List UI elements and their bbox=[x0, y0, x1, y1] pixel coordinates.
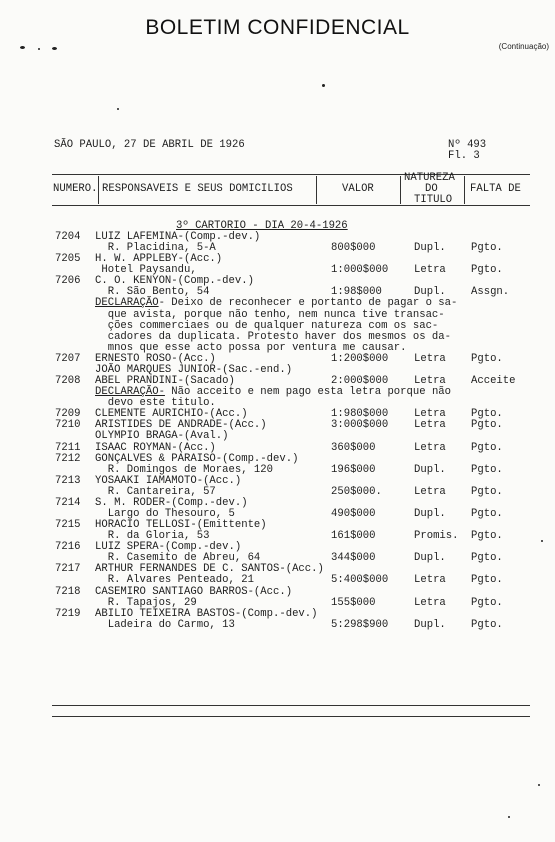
entry-value: 250$000. bbox=[331, 486, 382, 498]
col-header-falta: FALTA DE bbox=[470, 183, 521, 195]
entry-text: CLEMENTE AURICHIO-(Acc.) bbox=[95, 408, 248, 420]
entry-text: R. Casemito de Abreu, 64 bbox=[95, 552, 261, 564]
entry-nature: Dupl. bbox=[414, 552, 446, 564]
continuation-note: (Continuação) bbox=[498, 42, 549, 51]
entry-text: ARISTIDES DE ANDRADE-(Acc.) bbox=[95, 419, 267, 431]
entry-text: mnos que esse acto possa por ventura me causar. bbox=[95, 342, 407, 354]
entry-number: 7210 bbox=[55, 419, 81, 431]
entry-text: cadores da duplicata. Protesto haver dos mesmos os da- bbox=[95, 331, 452, 343]
entry-nature: Dupl. bbox=[414, 242, 446, 254]
scan-speck bbox=[117, 108, 119, 110]
entry-value: 360$000 bbox=[331, 442, 376, 454]
entry-text: Ladeira do Carmo, 13 bbox=[95, 619, 235, 631]
header-bottom-rule bbox=[52, 205, 530, 206]
place-date: SÃO PAULO, 27 DE ABRIL DE 1926 bbox=[54, 139, 245, 151]
entry-nature: Letra bbox=[414, 419, 446, 431]
entry-value: 490$000 bbox=[331, 508, 376, 520]
entry-text: LUIZ SPERA-(Comp.-dev.) bbox=[95, 541, 242, 553]
sheet-number: Fl. 3 bbox=[448, 150, 480, 162]
declaracao-label: DECLARAÇÃO bbox=[95, 297, 159, 309]
entry-falta: Pgto. bbox=[471, 242, 503, 254]
entry-falta: Pgto. bbox=[471, 264, 503, 276]
entry-nature: Letra bbox=[414, 353, 446, 365]
entry-number: 7206 bbox=[55, 275, 81, 287]
scan-speck bbox=[508, 816, 510, 818]
scan-speck bbox=[538, 784, 540, 786]
entry-text: R. da Gloria, 53 bbox=[95, 530, 210, 542]
entry-falta: Pgto. bbox=[471, 552, 503, 564]
entry-text: ABEL PRANDINI-(Sacado) bbox=[95, 375, 235, 387]
entry-number: 7213 bbox=[55, 475, 81, 487]
entry-nature: Letra bbox=[414, 264, 446, 276]
entry-text: ERNESTO ROSO-(Acc.) bbox=[95, 353, 216, 365]
scan-speck bbox=[52, 47, 57, 50]
entry-number: 7219 bbox=[55, 608, 81, 620]
entry-value: 1:98$000 bbox=[331, 286, 382, 298]
entry-falta: Pgto. bbox=[471, 530, 503, 542]
col-header-natureza-titulo: TITULO bbox=[414, 194, 453, 206]
entry-text: Largo do Thesouro, 5 bbox=[95, 508, 235, 520]
declaracao-label: DECLARAÇÃO- bbox=[95, 386, 165, 398]
document-number: Nº 493 bbox=[448, 139, 487, 151]
entry-number: 7217 bbox=[55, 563, 81, 575]
entry-text: H. W. APPLEBY-(Acc.) bbox=[95, 253, 223, 265]
entry-number: 7209 bbox=[55, 408, 81, 420]
header-divider bbox=[98, 176, 99, 204]
entry-text: HORACIO TELLOSI-(Emittente) bbox=[95, 519, 267, 531]
entry-falta: Pgto. bbox=[471, 486, 503, 498]
entry-falta: Pgto. bbox=[471, 574, 503, 586]
entry-value: 2:000$000 bbox=[331, 375, 389, 387]
scan-speck bbox=[541, 540, 543, 542]
scan-speck bbox=[322, 84, 325, 87]
section-heading: 3º CARTORIO - DIA 20-4-1926 bbox=[176, 220, 348, 232]
entry-value: 3:000$000 bbox=[331, 419, 389, 431]
entry-falta: Pgto. bbox=[471, 597, 503, 609]
entry-number: 7207 bbox=[55, 353, 81, 365]
entry-text: DECLARAÇÃO- Não acceito e nem pago esta letra porque não bbox=[95, 386, 452, 398]
entry-text: LUIZ LAFEMINA-(Comp.-dev.) bbox=[95, 231, 261, 243]
entry-text: R. Alvares Penteado, 21 bbox=[95, 574, 254, 586]
col-header-numero: NUMERO. bbox=[53, 183, 98, 195]
entry-text: DECLARAÇÃO- Deixo de reconhecer e portanto de pagar o sa- bbox=[95, 297, 458, 309]
entry-text: CASEMIRO SANTIAGO BARROS-(Acc.) bbox=[95, 586, 293, 598]
entry-value: 344$000 bbox=[331, 552, 376, 564]
header-divider bbox=[400, 176, 401, 204]
page-header-title: BOLETIM CONFIDENCIAL bbox=[145, 16, 410, 39]
entry-falta: Acceite bbox=[471, 375, 516, 387]
entry-value: 800$000 bbox=[331, 242, 376, 254]
entry-number: 7216 bbox=[55, 541, 81, 553]
entry-falta: Pgto. bbox=[471, 353, 503, 365]
entry-text: C. O. KENYON-(Comp.-dev.) bbox=[95, 275, 254, 287]
entry-falta: Assgn. bbox=[471, 286, 510, 298]
entry-text: R. Tapajos, 29 bbox=[95, 597, 197, 609]
header-top-rule bbox=[52, 174, 530, 175]
entry-value: 196$000 bbox=[331, 464, 376, 476]
scan-speck bbox=[38, 48, 40, 50]
entry-value: 1:980$000 bbox=[331, 408, 389, 420]
entry-nature: Letra bbox=[414, 486, 446, 498]
entry-nature: Dupl. bbox=[414, 619, 446, 631]
entry-number: 7205 bbox=[55, 253, 81, 265]
entry-number: 7214 bbox=[55, 497, 81, 509]
header-divider bbox=[316, 176, 317, 204]
entry-text: devo este titulo. bbox=[95, 397, 216, 409]
entry-falta: Pgto. bbox=[471, 408, 503, 420]
bottom-rule bbox=[52, 716, 530, 717]
entry-value: 155$000 bbox=[331, 597, 376, 609]
entry-text: ISAAC ROYMAN-(Acc.) bbox=[95, 442, 216, 454]
entry-text: R. São Bento, 54 bbox=[95, 286, 210, 298]
entry-text: ções commerciaes ou de qualquer natureza com os sac- bbox=[95, 320, 439, 332]
entry-falta: Pgto. bbox=[471, 508, 503, 520]
entry-falta: Pgto. bbox=[471, 464, 503, 476]
entry-number: 7204 bbox=[55, 231, 81, 243]
entry-text: OLYMPIO BRAGA-(Aval.) bbox=[95, 430, 229, 442]
entry-nature: Letra bbox=[414, 375, 446, 387]
entry-value: 5:298$900 bbox=[331, 619, 389, 631]
entry-nature: Dupl. bbox=[414, 508, 446, 520]
entry-number: 7208 bbox=[55, 375, 81, 387]
entry-value: 5:400$000 bbox=[331, 574, 389, 586]
entry-text: ARTHUR FERNANDES DE C. SANTOS-(Acc.) bbox=[95, 563, 324, 575]
bottom-rule bbox=[52, 705, 530, 706]
header-divider bbox=[464, 176, 465, 204]
entry-text: YOSAAKI IAMAMOTO-(Acc.) bbox=[95, 475, 242, 487]
entry-falta: Pgto. bbox=[471, 419, 503, 431]
entry-number: 7212 bbox=[55, 453, 81, 465]
entry-text: R. Cantareira, 57 bbox=[95, 486, 216, 498]
entry-nature: Letra bbox=[414, 574, 446, 586]
col-header-natureza: NATUREZA bbox=[404, 172, 455, 184]
entry-text: Hotel Paysandu, bbox=[95, 264, 197, 276]
entry-text: GONÇALVES & PARAISO-(Comp.-dev.) bbox=[95, 453, 299, 465]
entry-value: 161$000 bbox=[331, 530, 376, 542]
scan-speck bbox=[20, 46, 25, 49]
entry-nature: Promis. bbox=[414, 530, 459, 542]
entry-nature: Letra bbox=[414, 597, 446, 609]
col-header-responsaveis: RESPONSAVEIS E SEUS DOMICILIOS bbox=[102, 183, 293, 195]
entry-number: 7215 bbox=[55, 519, 81, 531]
col-header-valor: VALOR bbox=[342, 183, 374, 195]
entry-value: 1:000$000 bbox=[331, 264, 389, 276]
entry-text: ABILIO TEIXEIRA BASTOS-(Comp.-dev.) bbox=[95, 608, 318, 620]
entry-text: S. M. RODER-(Comp.-dev.) bbox=[95, 497, 248, 509]
entry-value: 1:200$000 bbox=[331, 353, 389, 365]
entry-number: 7218 bbox=[55, 586, 81, 598]
entry-falta: Pgto. bbox=[471, 619, 503, 631]
col-header-natureza-do: DO bbox=[425, 183, 438, 195]
entry-nature: Dupl. bbox=[414, 286, 446, 298]
entry-nature: Letra bbox=[414, 442, 446, 454]
entry-text: JOÃO MARQUES JUNIOR-(Sac.-end.) bbox=[95, 364, 293, 376]
entry-text: R. Domingos de Moraes, 120 bbox=[95, 464, 274, 476]
entry-text: que avista, porque não tenho, nem nunca tive transac- bbox=[95, 309, 445, 321]
entry-nature: Dupl. bbox=[414, 464, 446, 476]
entry-text: R. Placidina, 5-A bbox=[95, 242, 216, 254]
entry-nature: Letra bbox=[414, 408, 446, 420]
entry-falta: Pgto. bbox=[471, 442, 503, 454]
entry-number: 7211 bbox=[55, 442, 81, 454]
